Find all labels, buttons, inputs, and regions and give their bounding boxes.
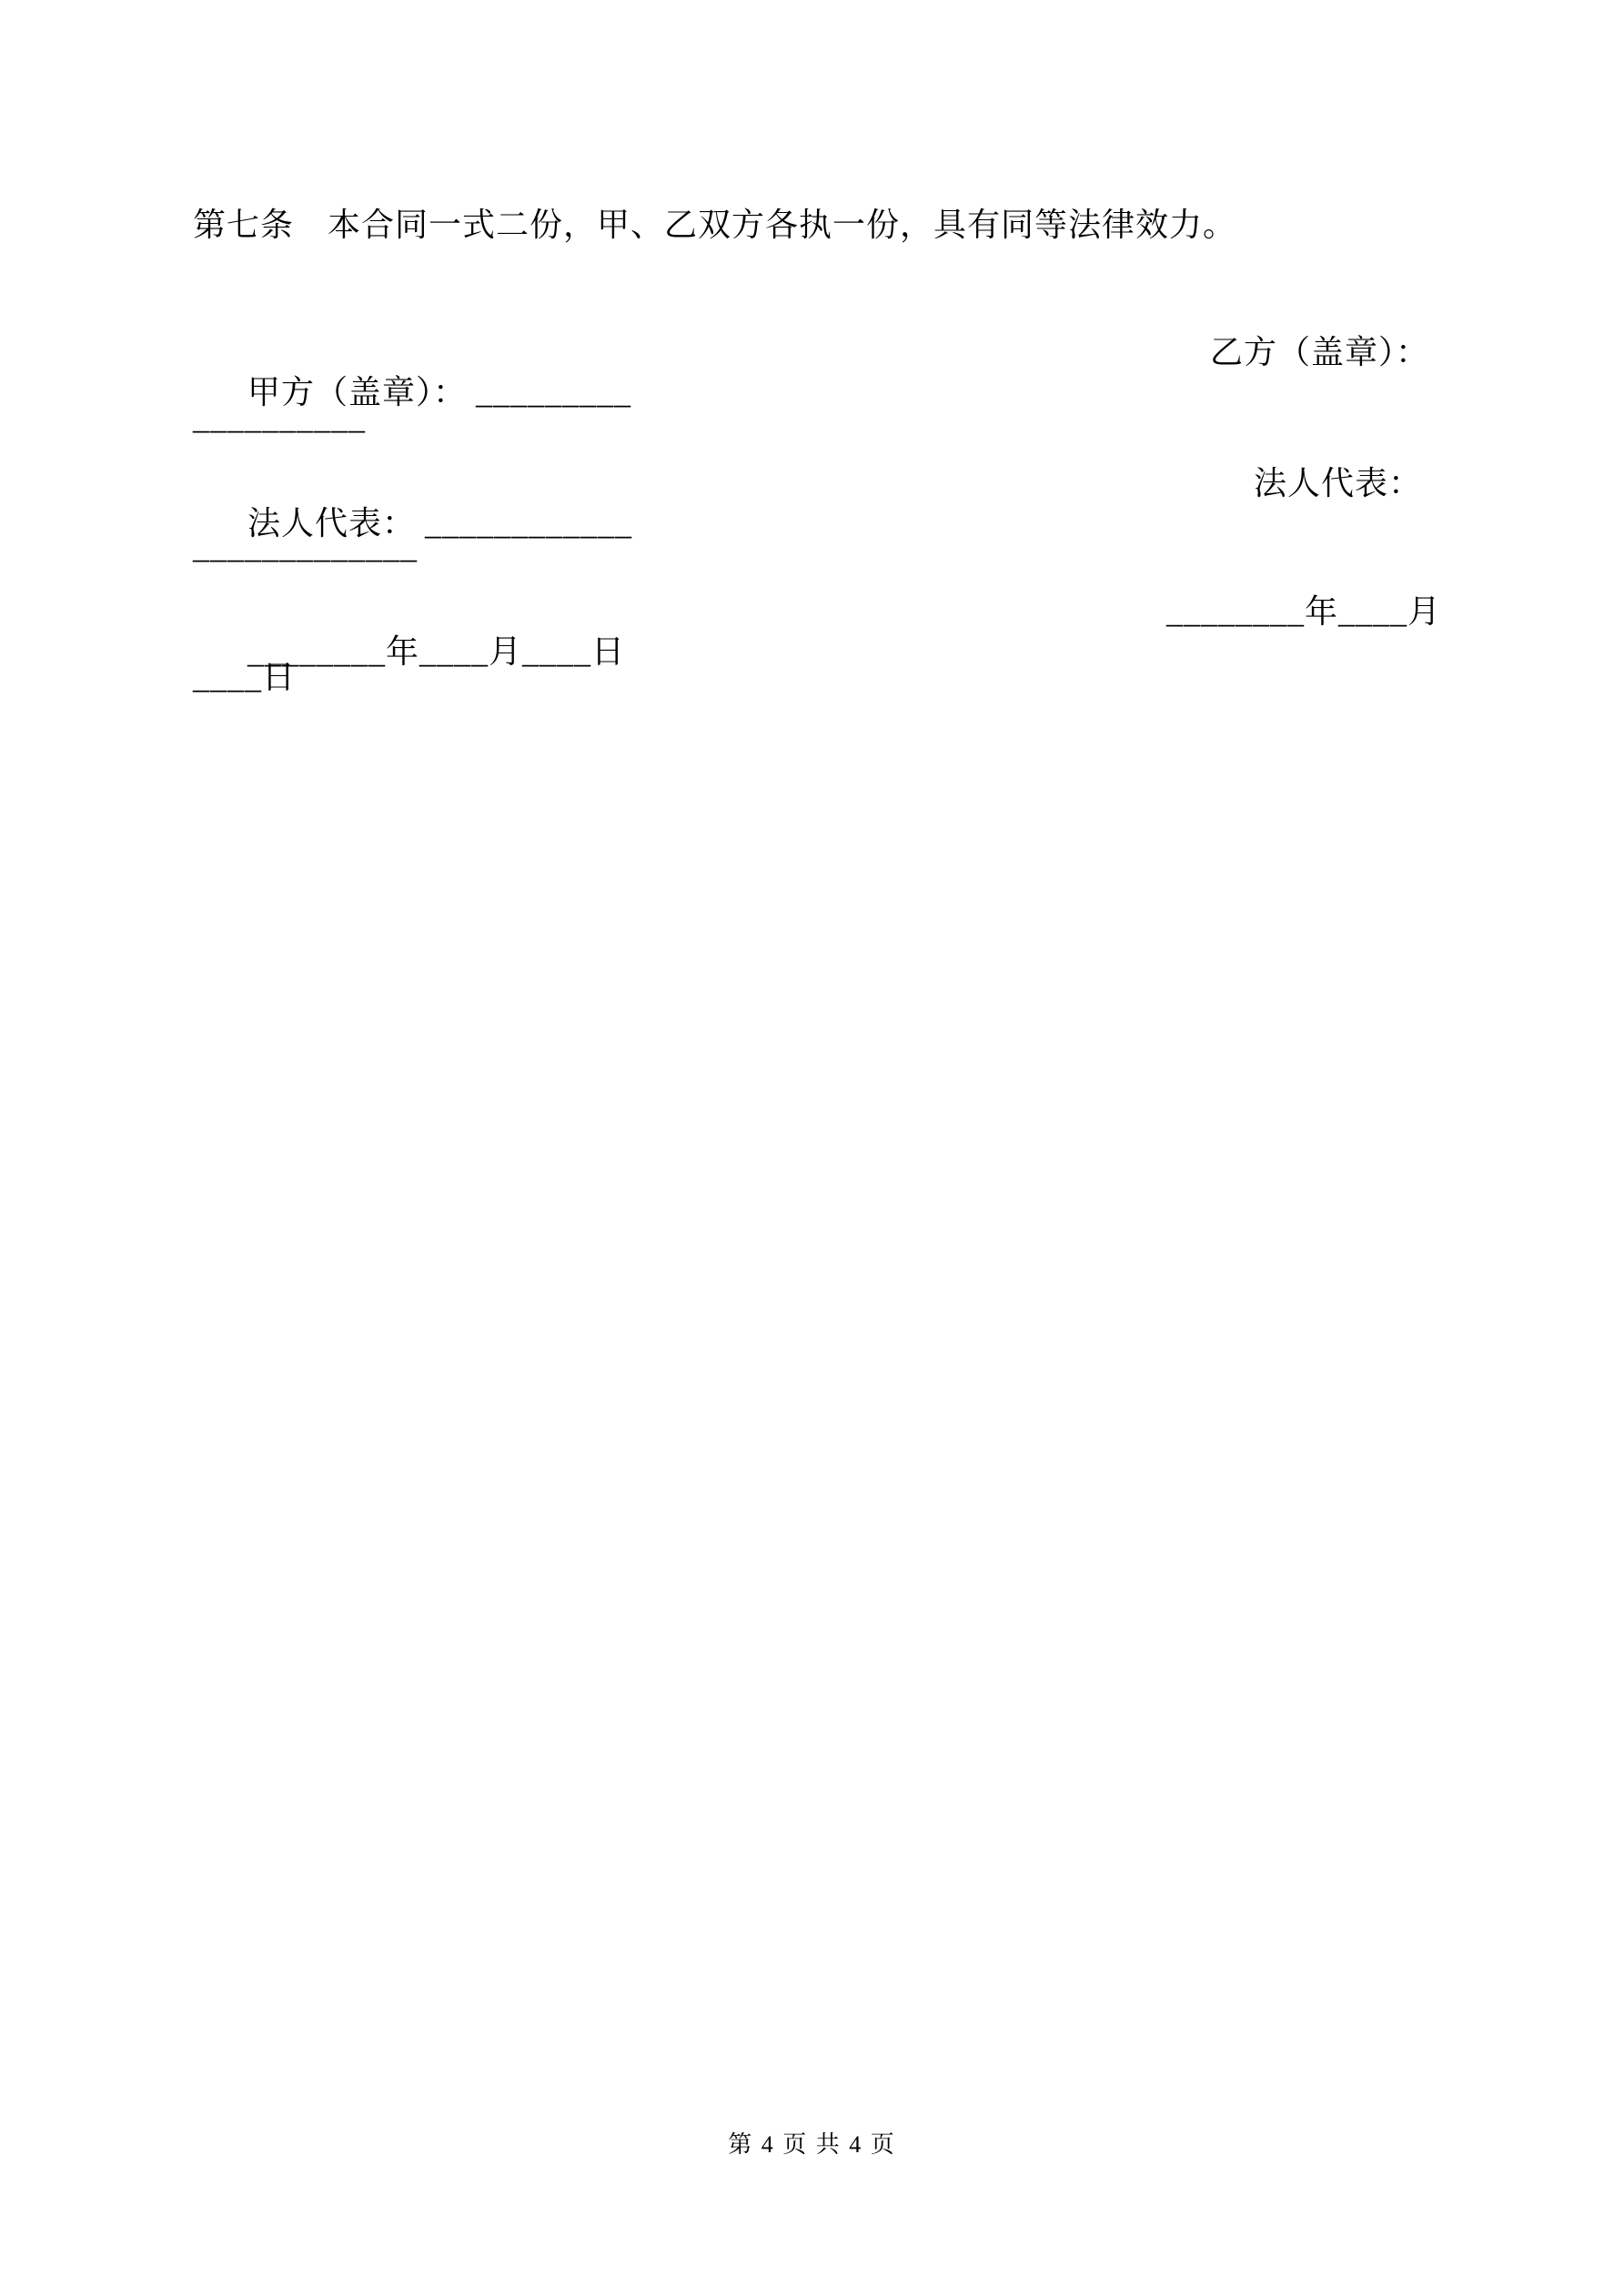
party-b-seal-blank-continuation: __________ <box>193 400 366 436</box>
party-b-rep-label: 法人代表： <box>1254 465 1423 501</box>
party-a-rep-label-with-blank: 法人代表： ____________ <box>247 505 633 541</box>
party-b-seal-label: 乙方（盖章）： <box>1210 334 1430 370</box>
page-number-footer: 第 4 页 共 4 页 <box>728 2131 896 2158</box>
party-b-date-day-continuation: ____日 <box>193 659 297 695</box>
party-a-seal-label-with-blank: 甲方（盖章）： _________ <box>247 374 632 410</box>
clause-7-text: 第七条 本合同一式二份，甲、乙双方各执一份，具有同等法律效力。 <box>193 207 1237 243</box>
party-b-date-blank-start: ________年____月 <box>1166 593 1441 630</box>
party-a-date-blank: ________年____月____日 <box>247 633 625 670</box>
party-b-rep-blank-continuation: _____________ <box>193 529 418 565</box>
contract-body <box>193 0 1441 2296</box>
